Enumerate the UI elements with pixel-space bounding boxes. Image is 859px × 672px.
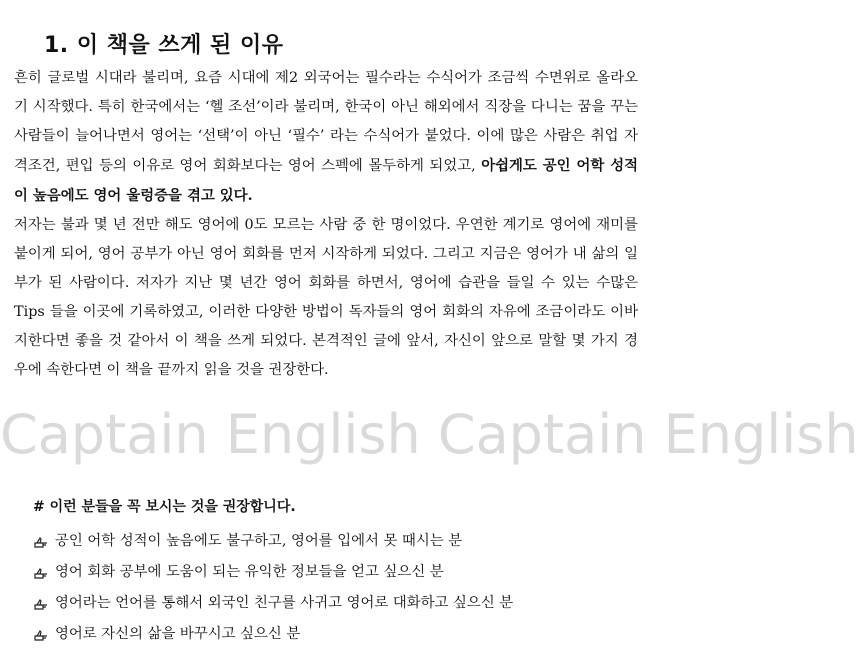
intro-paragraph-1-emphasis: 아쉽게도 공인 어학 성적이 높음에도 영어 울렁증을 겪고 있다.	[14, 157, 638, 204]
intro-paragraph-2: 저자는 불과 몇 년 전만 해도 영어에 0도 모르는 사람 중 한 명이었다. 우연한 계기로 영어에 재미를 붙이게 되어, 영어 공부가 아닌 영어 회화를 먼저 시작하게 되었다. 그리고 지금은 영어가 내 삶의 일부가 된 사람이다. 저자가 지난 몇 년간 영어 회화를 하면서, 영어에 습관을 들일 수 있는 수많은 Tips 들을 이곳에 기록하였고, 이러한 다양한 방법이 독자들의 영어 회화의 자유에 조금이라도 이바지한다면 좋을 것 같아서 이 책을 쓰게 되었다. 본격적인 글에 앞서, 자신이 앞으로 말할 몇 가지 경우에 속한다면 이 책을 끝까지 읽을 것을 권장한다.	[14, 217, 638, 378]
list-item	[33, 619, 633, 650]
intro-paragraph-1-text: 흔히 글로벌 시대라 불리며, 요즘 시대에 제2 외국어는 필수라는 수식어가 조금씩 수면위로 올라오기 시작했다. 특히 한국에서는 ‘헬 조선’이라 불리며, 한국이 아닌 해외에서 직장을 다니는 꿈을 꾸는 사람들이 늘어나면서 영어는 ‘선택’이 아닌 ‘필수’ 라는 수식어가 붙었다. 이에 많은 사람은 취업 자격조건, 편입 등의 이유로 영어 회화보다는 영어 스펙에 몰두하게 되었고,	[14, 70, 638, 174]
pointing-hand-icon	[33, 627, 49, 643]
recommend-item-text: 영어라는 언어를 통해서 외국인 친구를 사귀고 영어로 대화하고 싶으신 분	[55, 595, 514, 611]
pointing-hand-icon	[33, 534, 49, 550]
recommend-list	[33, 526, 633, 650]
recommend-title: # 이런 분들을 꼭 보시는 것을 권장합니다.	[33, 499, 296, 515]
recommend-item-text: 영어로 자신의 삶을 바꾸시고 싶으신 분	[55, 626, 301, 642]
list-item	[33, 588, 633, 619]
pointing-hand-icon	[33, 596, 49, 612]
recommend-item-text: 영어 회화 공부에 도움이 되는 유익한 정보들을 얻고 싶으신 분	[55, 564, 444, 580]
intro-paragraph-1	[14, 64, 638, 211]
pointing-hand-icon	[33, 565, 49, 581]
section-heading: 1. 이 책을 쓰게 된 이유	[44, 33, 284, 58]
list-item	[33, 526, 633, 557]
watermark: Captain English Captain English	[0, 403, 859, 466]
intro-body	[14, 64, 638, 385]
list-item	[33, 557, 633, 588]
recommend-item-text: 공인 어학 성적이 높음에도 불구하고, 영어를 입에서 못 때시는 분	[55, 533, 463, 549]
recommend-section	[33, 496, 633, 650]
